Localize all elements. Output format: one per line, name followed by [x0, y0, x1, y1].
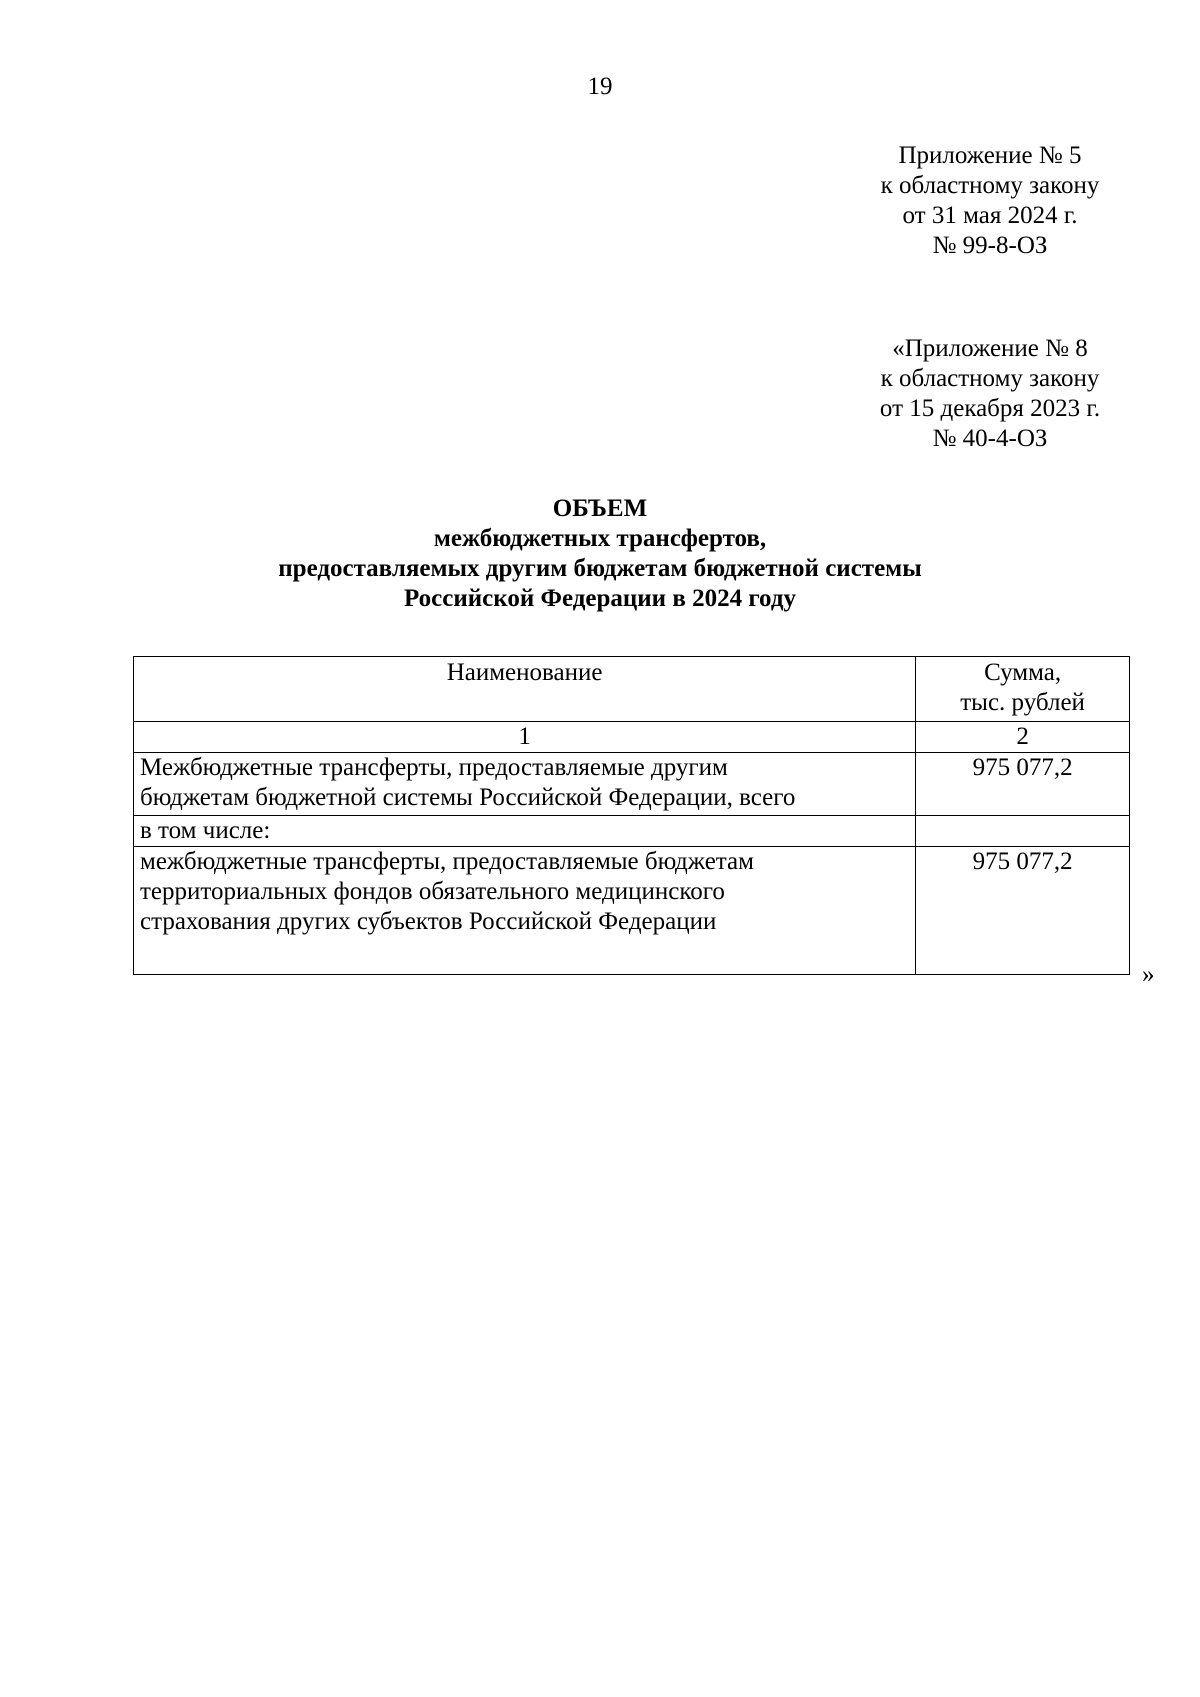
- row-name-line: страхования других субъектов Российской Федерации: [140, 908, 717, 935]
- appendix-amended-line: от 15 декабря 2023 г.: [879, 395, 1101, 422]
- table-header-row: [134, 657, 1130, 722]
- header-sum-label: Сумма,: [984, 659, 1062, 686]
- row-name-line: территориальных фондов обязательного медицинского: [140, 878, 725, 905]
- appendix-current-line: Приложение № 5: [898, 142, 1082, 169]
- header-sum-cell: [916, 657, 1130, 722]
- page-number: 19: [587, 73, 613, 100]
- column-number-row: [134, 722, 1130, 753]
- row-name-cell: [134, 816, 916, 847]
- table-row: [134, 753, 1130, 816]
- header-name-label: Наименование: [446, 659, 603, 686]
- row-sum-cell: 975 077,2: [916, 753, 1130, 816]
- title-line: ОБЪЕМ: [552, 495, 648, 522]
- appendix-amended-line: к областному закону: [880, 365, 1100, 392]
- row-name-line: бюджетам бюджетной системы Российской Федерации, всего: [140, 784, 796, 811]
- transfers-table: [133, 656, 1130, 975]
- title-line: межбюджетных трансфертов,: [433, 525, 767, 552]
- appendix-amended-block: [825, 334, 1155, 454]
- title-line: предоставляемых другим бюджетам бюджетной системы: [278, 555, 922, 582]
- appendix-amended-line: «Приложение № 8: [892, 335, 1088, 362]
- appendix-current-line: к областному закону: [880, 172, 1100, 199]
- document-title: [0, 494, 1200, 614]
- closing-quote: »: [1142, 961, 1155, 988]
- row-sum-cell: [916, 816, 1130, 847]
- column-number-cell: 1: [134, 722, 916, 753]
- table-row: [134, 847, 1130, 975]
- appendix-current-line: № 99-8-ОЗ: [932, 232, 1048, 259]
- row-name-cell: [134, 753, 916, 816]
- appendix-current-block: [825, 141, 1155, 261]
- title-line: Российской Федерации в 2024 году: [404, 585, 796, 612]
- row-name-line: в том числе:: [140, 817, 271, 844]
- appendix-amended-line: № 40-4-ОЗ: [932, 425, 1048, 452]
- row-name-line: межбюджетные трансферты, предоставляемые бюджетам: [140, 848, 754, 875]
- appendix-current-line: от 31 мая 2024 г.: [902, 202, 1078, 229]
- row-sum-cell: 975 077,2: [916, 847, 1130, 975]
- header-name-cell: [134, 657, 916, 722]
- row-name-line: Межбюджетные трансферты, предоставляемые другим: [140, 754, 728, 781]
- row-name-cell: [134, 847, 916, 975]
- table-row: [134, 816, 1130, 847]
- column-number-cell: 2: [916, 722, 1130, 753]
- header-sum-unit: тыс. рублей: [960, 689, 1085, 716]
